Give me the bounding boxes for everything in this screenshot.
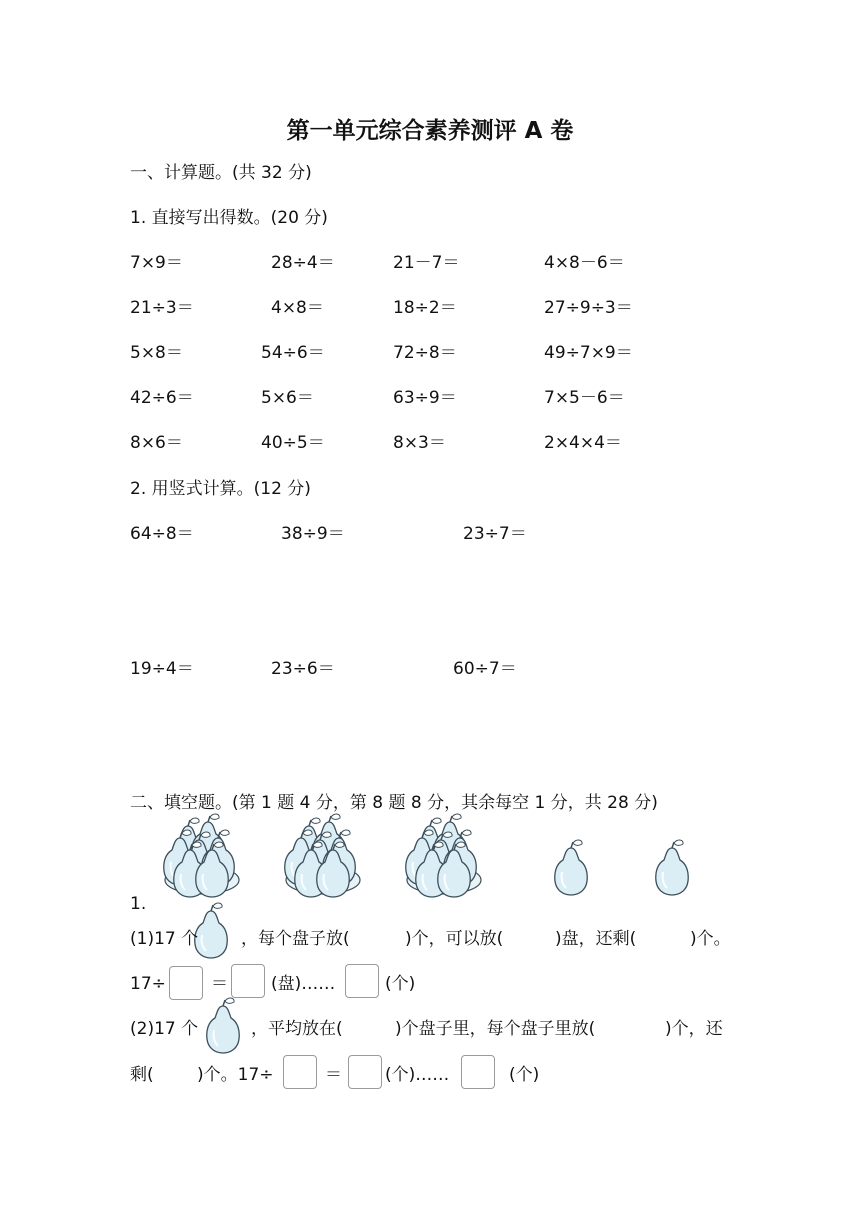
calc-item: 54÷6＝ bbox=[261, 343, 325, 363]
q2-1-part2-eq-unit-a: (个)…… bbox=[385, 1065, 450, 1085]
vertical-calc-item: 23÷6＝ bbox=[271, 659, 335, 679]
question-1-2-label: 2. 用竖式计算。(12 分) bbox=[130, 479, 311, 499]
question-1-1-label: 1. 直接写出得数。(20 分) bbox=[130, 208, 328, 228]
answer-box[interactable] bbox=[231, 964, 265, 998]
q2-1-part1-eq-unit-items: (个) bbox=[385, 974, 416, 994]
calc-item: 63÷9＝ bbox=[393, 388, 457, 408]
calc-item: 28÷4＝ bbox=[271, 253, 335, 273]
q2-1-part2-text-b: ，平均放在( bbox=[251, 1019, 343, 1039]
pear-icon bbox=[195, 903, 227, 958]
answer-box[interactable] bbox=[169, 966, 203, 1000]
calc-item: 4×8－6＝ bbox=[544, 253, 625, 273]
q2-1-part1-text-a: (1)17 个 bbox=[130, 929, 199, 949]
calc-item: 4×8＝ bbox=[271, 298, 324, 318]
calc-item: 8×6＝ bbox=[130, 433, 183, 453]
calc-item: 40÷5＝ bbox=[261, 433, 325, 453]
question-2-1-number: 1. bbox=[130, 894, 147, 914]
q2-1-part1-text-c: )个，可以放( bbox=[405, 929, 504, 949]
pear-icon bbox=[555, 840, 587, 895]
q2-1-part1-text-e: )个。 bbox=[690, 929, 731, 949]
plate-of-pears-icon bbox=[406, 814, 481, 897]
pear-icon bbox=[207, 998, 239, 1053]
calc-item: 5×8＝ bbox=[130, 343, 183, 363]
calc-item: 27÷9÷3＝ bbox=[544, 298, 633, 318]
answer-box[interactable] bbox=[461, 1055, 495, 1089]
calc-item: 42÷6＝ bbox=[130, 388, 194, 408]
calc-item: 49÷7×9＝ bbox=[544, 343, 633, 363]
section-2-heading: 二、填空题。(第 1 题 4 分，第 8 题 8 分，其余每空 1 分，共 28 分) bbox=[130, 793, 658, 813]
vertical-calc-item: 38÷9＝ bbox=[281, 524, 345, 544]
vertical-calc-item: 19÷4＝ bbox=[130, 659, 194, 679]
answer-box[interactable] bbox=[345, 964, 379, 998]
q2-1-part2-text-d: )个，还 bbox=[665, 1019, 723, 1039]
q2-1-part1-eq-equals: ＝ bbox=[211, 974, 228, 994]
vertical-calc-item: 23÷7＝ bbox=[463, 524, 527, 544]
calc-item: 7×9＝ bbox=[130, 253, 183, 273]
q2-1-part1-eq-start: 17÷ bbox=[130, 974, 166, 994]
q2-1-part2-line2-b: )个。17÷ bbox=[197, 1065, 274, 1085]
plate-of-pears-icon bbox=[285, 814, 360, 897]
vertical-calc-item: 64÷8＝ bbox=[130, 524, 194, 544]
page-title: 第一单元综合素养测评 A 卷 bbox=[286, 118, 574, 144]
answer-box[interactable] bbox=[348, 1055, 382, 1089]
q2-1-part2-text-c: )个盘子里，每个盘子里放( bbox=[395, 1019, 596, 1039]
q2-1-part1-text-b: ，每个盘子放( bbox=[241, 929, 350, 949]
calc-item: 18÷2＝ bbox=[393, 298, 457, 318]
q2-1-part1-eq-unit-plates: (盘)…… bbox=[271, 974, 336, 994]
q2-1-part2-eq-equals: ＝ bbox=[325, 1065, 342, 1085]
calc-item: 21－7＝ bbox=[393, 253, 460, 273]
calc-item: 8×3＝ bbox=[393, 433, 446, 453]
q2-1-part2-eq-unit-b: (个) bbox=[509, 1065, 540, 1085]
calc-item: 7×5－6＝ bbox=[544, 388, 625, 408]
calc-item: 5×6＝ bbox=[261, 388, 314, 408]
plate-of-pears-icon bbox=[164, 814, 239, 897]
vertical-calc-item: 60÷7＝ bbox=[453, 659, 517, 679]
calc-item: 21÷3＝ bbox=[130, 298, 194, 318]
calc-item: 72÷8＝ bbox=[393, 343, 457, 363]
answer-box[interactable] bbox=[283, 1055, 317, 1089]
pear-icon bbox=[656, 840, 688, 895]
section-1-heading: 一、计算题。(共 32 分) bbox=[130, 163, 312, 183]
q2-1-part2-line2-a: 剩( bbox=[130, 1065, 154, 1085]
q2-1-part2-text-a: (2)17 个 bbox=[130, 1019, 199, 1039]
calc-item: 2×4×4＝ bbox=[544, 433, 622, 453]
q2-1-part1-text-d: )盘，还剩( bbox=[555, 929, 637, 949]
